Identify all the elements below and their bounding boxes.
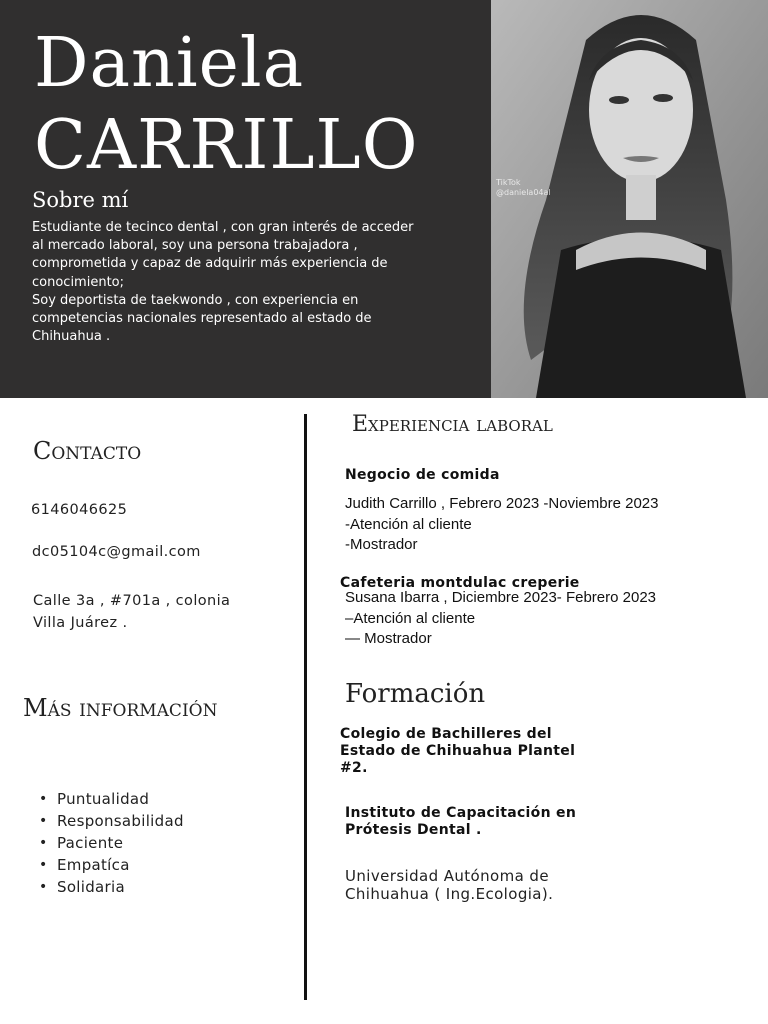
more-info-title: Más información [23,694,218,722]
first-name: Daniela [34,24,305,103]
address-line: Villa Juárez . [33,615,128,631]
last-name: CARRILLO [34,106,419,185]
experience-title: Experiencia laboral [352,412,553,437]
job-line: — Mostrador [345,630,432,647]
job-details [345,588,656,650]
job-details [345,494,658,556]
about-text [32,219,424,346]
street-address [33,590,230,634]
watermark-handle: @daniela04al [496,188,551,197]
phone-number: 6146046625 [31,502,128,518]
portrait-illustration [491,0,768,398]
education-item: Universidad Autónoma de Chihuahua ( Ing.Ecologia). [345,867,554,903]
photo-watermark [496,178,551,198]
contact-title: Contacto [33,437,142,465]
address-line: Calle 3a , #701a , colonia [33,593,231,609]
qualities-list [39,788,184,898]
list-item: • Puntualidad [39,788,184,810]
job-line: Judith Carrillo , Febrero 2023 -Noviembre 2023 [345,495,659,512]
job-title: Negocio de comida [345,467,500,483]
about-paragraph: Soy deportista de taekwondo , con experiencia en competencias nacionales representado al estado de Chihuahua . [32,292,372,345]
job-line: -Atención al cliente [345,515,472,533]
watermark-label: TikTok [496,178,521,187]
education-item: Colegio de Bachilleres del Estado de Chihuahua Plantel #2. [340,726,576,776]
education-item: Instituto de Capacitación en Prótesis Dental . [345,805,577,838]
header-panel [0,0,768,398]
column-divider [304,414,307,1000]
job-line: Susana Ibarra , Diciembre 2023- Febrero 2023 [345,589,657,606]
profile-photo [491,0,768,398]
list-item: • Empatíca [39,854,184,876]
list-item: • Paciente [39,832,184,854]
about-paragraph: Estudiante de tecinco dental , con gran interés de acceder al mercado laboral, soy una persona trabajadora , comprometida y capaz de adquirir más experiencia de conocimiento; [32,220,414,290]
list-item: • Solidaria [39,876,184,898]
job-line: -Mostrador [345,536,418,553]
education-title: Formación [345,679,486,709]
job-title: Cafeteria montdulac creperie [340,575,580,591]
job-line: –Atención al cliente [345,609,476,627]
email-address: dc05104c@gmail.com [32,544,201,560]
list-item: • Responsabilidad [39,810,184,832]
about-title: Sobre mí [32,188,129,212]
